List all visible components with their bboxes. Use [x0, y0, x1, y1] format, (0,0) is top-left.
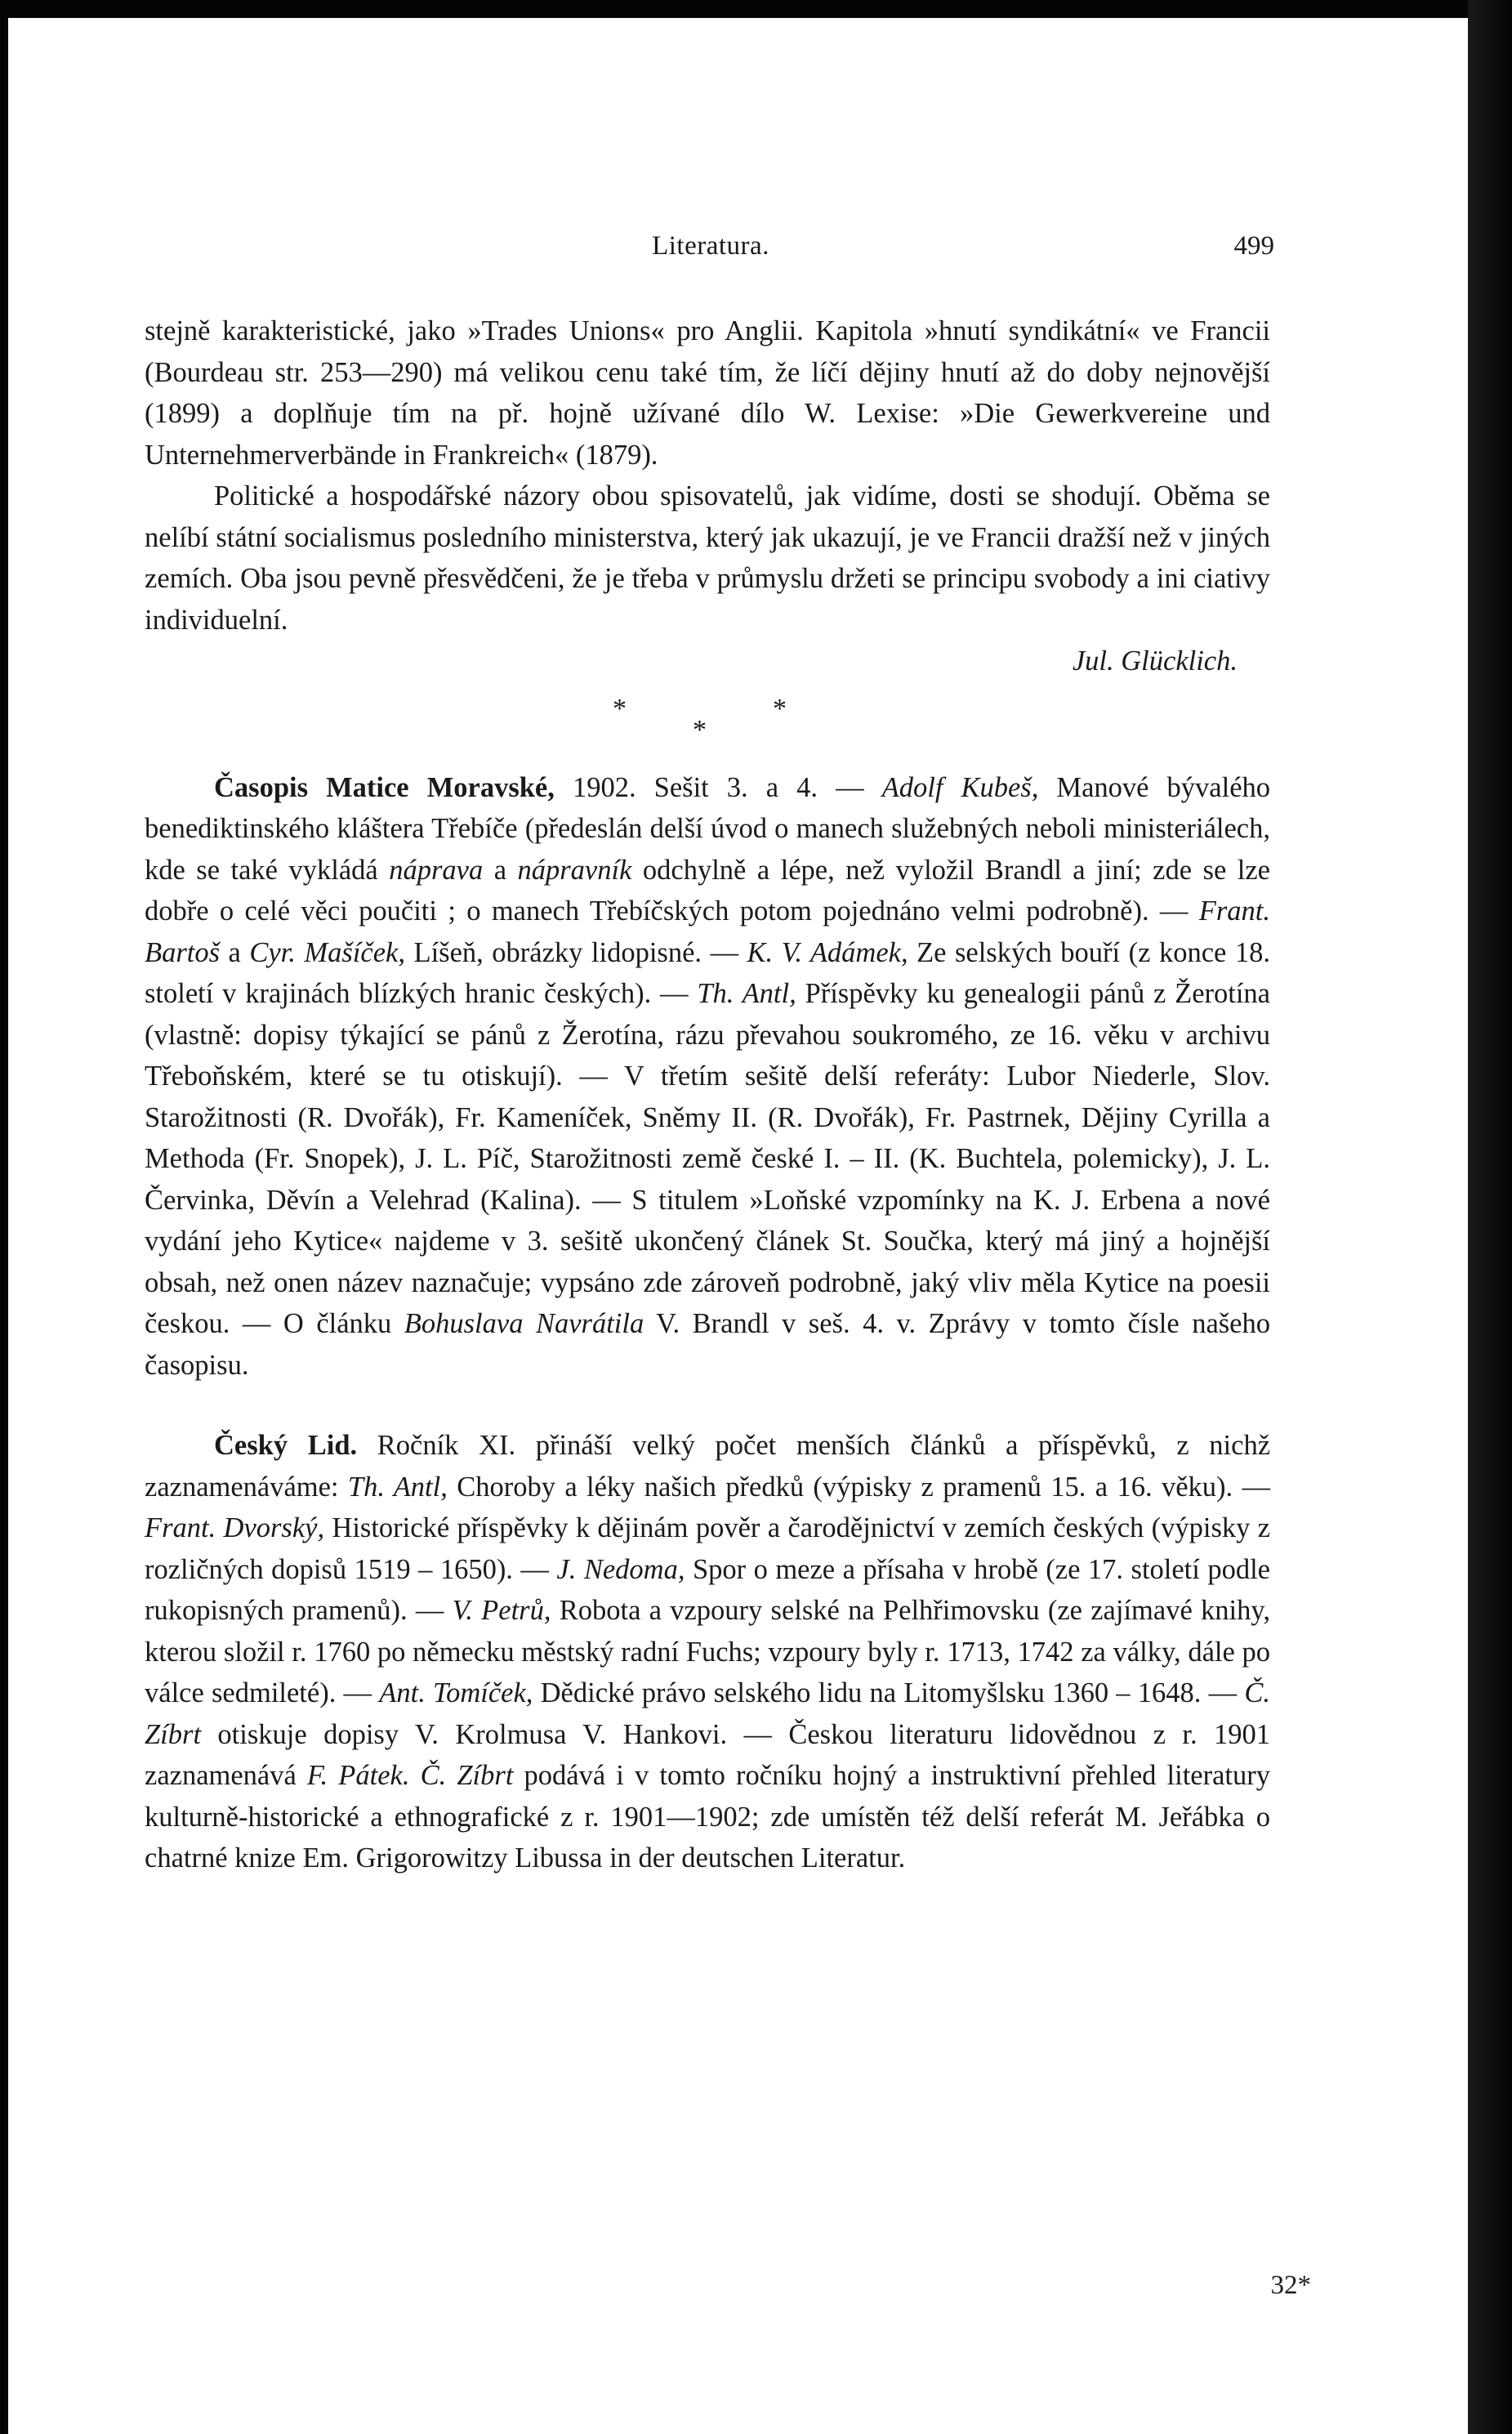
- journal-title: Časopis Matice Moravské,: [214, 771, 555, 803]
- section-divider: [145, 682, 1270, 749]
- body-text: [145, 310, 1270, 1879]
- running-header: [147, 231, 1274, 272]
- review-cesky-lid: Český Lid. Ročník XI. přináší velký počet menších článků a příspěvků, z nichž zaznamenáváme: Th. Antl, Choroby a léky našich předků (výpisky z pramenů 15. a 16. věku). — Frant. Dvorský, Historické příspěvky k dějinám pověr a čarodějnictví v zemích českých (výpisky z rozličných dopisů 1519 – 1650). — J. Nedoma, Spor o meze a přísaha v hrobě (ze 17. století podle rukopisných pramenů). — V. Petrů, Robota a vzpoury selské na Pelhřimovsku (ze zajímavé knihy, kterou složil r. 1760 po německu městský radní Fuchs; vzpoury byly r. 1713, 1742 za války, dále po válce sedmileté). — Ant. Tomíček, Dědické právo selského lidu na Litomyšlsku 1360 – 1648. — Č. Zíbrt otiskuje dopisy V. Krolmusa V. Hankovi. — Českou literaturu lidovědnou z r. 1901 zaznamenává F. Pátek. Č. Zíbrt podává i v tomto ročníku hojný a instruktivní přehled literatury kulturně-historické a ethnografické z r. 1901—1902; zde umístěn též delší referát M. Jeřábka o chatrné knize Em. Grigorowitzy Libussa in der deutschen Literatur.: [145, 1430, 1271, 1874]
- review-casopis-matice: Časopis Matice Moravské, 1902. Sešit 3. a 4. — Adolf Kubeš, Manové bývalého benediktinského kláštera Třebíče (předeslán delší úvod o manech služebných neboli ministeriálech, kde se také vykládá nápravа a nápravník odchylně a lépe, než vyložil Brandl a jiní; zde se lze dobře o celé věci poučiti ; o manech Třebíčských potom pojednáno velmi podrobně). — Frant. Bartoš a Cyr. Mašíček, Líšeň, obrázky lidopisné. — K. V. Adámek, Ze selských bouří (z konce 18. století v krajinách blízkých hranic českých). — Th. Antl, Příspěvky ku genealogii pánů z Žerotína (vlastně: dopisy týkající se pánů z Žerotína, rázu převahou soukromého, ze 16. věku v archivu Třeboňském, které se tu otiskují). — V třetím sešitě delší referáty: Lubor Niederle, Slov. Starožitnosti (R. Dvořák), Fr. Kameníček, Sněmy II. (R. Dvořák), Fr. Pastrnek, Dějiny Cyrilla a Methoda (Fr. Snopek), J. L. Píč, Starožitnosti země české I. – II. (K. Buchtela, polemicky), J. L. Červinka, Děvín a Velehrad (Kalina). — S titulem »Loňské vzpomínky na K. J. Erbena a nové vydání jeho Kytice« najdeme v 3. sešitě ukončený článek St. Součka, který má jiný a hojnější obsah, než onen název naznačuje; vypsáno zde zároveň podrobně, jaký vliv měla Kytice na poesii českou. — O článku Bohuslava Navrátila V. Brandl v seš. 4. v. Zprávy v tomto čísle našeho časopisu.: [145, 771, 1271, 1381]
- author-signature: Jul. Glücklich.: [1072, 645, 1238, 677]
- asterisk: *: [693, 714, 707, 745]
- journal-title: Český Lid.: [214, 1430, 358, 1461]
- paragraph-continuation: stejně karakteristické, jako »Trades Unions« pro Anglii. Kapitola »hnutí syndikátní« ve Francii (Bourdeau str. 253—290) má velikou cenu také tím, že líčí dějiny hnutí až do doby nejnovější (1899) a doplňuje tím na př. hojně užívané dílo W. Lexise: »Die Gewerkvereine und Unternehmerverbände in Frankreich« (1879).: [145, 315, 1270, 471]
- paragraph-views: Politické a hospodářské názory obou spisovatelů, jak vidíme, dosti se shodují. Oběma se nelíbí státní socialismus posledního ministerstva, který jak ukazují, je ve Francii dražší než v jiných zemích. Oba jsou pevně přesvědčeni, že je třeba v průmyslu držeti se principu svobody a ini ciativy individuelní.: [145, 480, 1270, 636]
- asterisk: *: [773, 693, 787, 724]
- signature-mark: 32*: [1270, 2271, 1311, 2300]
- page-number: 499: [1233, 231, 1274, 261]
- signature-line: [145, 641, 1270, 682]
- running-title: Literatura.: [652, 231, 769, 261]
- asterisk: *: [613, 693, 627, 724]
- scan-edge-shadow: [1468, 0, 1512, 2434]
